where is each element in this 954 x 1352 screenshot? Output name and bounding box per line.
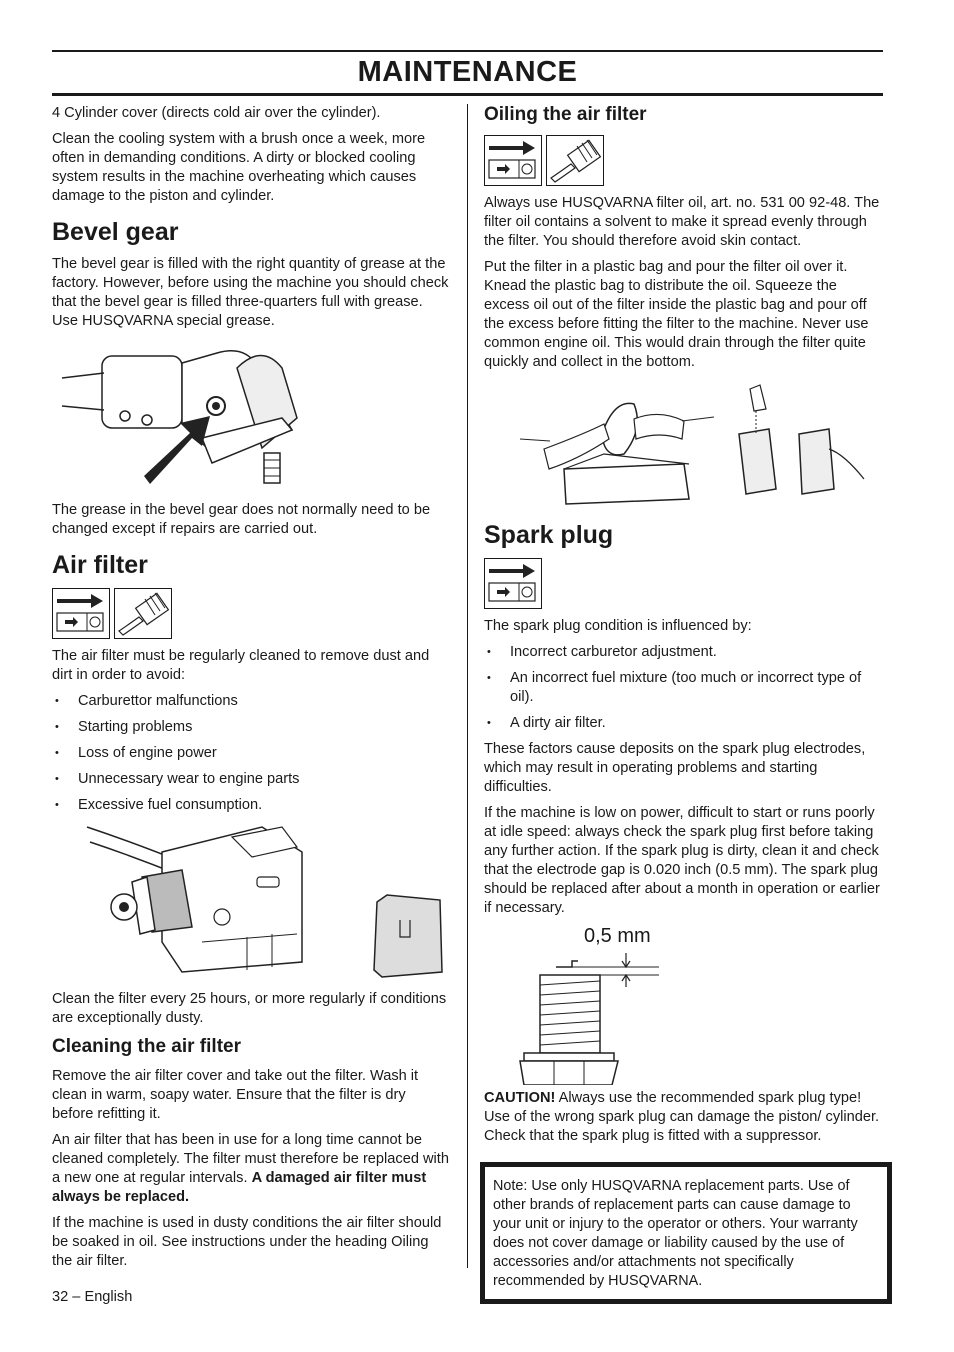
spark-plug-paragraph-3: If the machine is low on power, difficult to start or runs poorly at idle speed: always check the spark plug first before taking any further action. If the spark plug is dirty, clean it and check that the electrode gap is 0.020 inch (0.5 mm). The spark plug should be replaced after about a month in operation or earlier if necessary. <box>484 805 880 916</box>
stop-engine-symbol-icon <box>52 588 110 639</box>
note-text: Note: Use only HUSQVARNA replacement parts. Use of other brands of replacement parts can cause damage to your unit or injury to the operator or others. Your warranty does not cover damage or liability caused by the use of accessories and/or attachments not specifically recommended by HUSQVARNA. <box>493 1178 858 1289</box>
bevel-gear-paragraph-2: The grease in the bevel gear does not normally need to be changed except if repairs are carried out. <box>52 502 431 537</box>
oiling-paragraph-1: Always use HUSQVARNA filter oil, art. no. 531 00 92-48. The filter oil contains a solvent to make it spread evenly through the filter. You should therefore avoid skin contact. <box>484 195 880 249</box>
bevel-gear-heading: Bevel gear <box>52 218 179 246</box>
cleaning-air-filter-heading: Cleaning the air filter <box>52 1036 241 1057</box>
note-box <box>480 1162 892 1304</box>
left-column <box>52 104 450 1278</box>
cleaning-paragraph-2 <box>52 1131 450 1207</box>
air-filter-list <box>52 692 450 815</box>
cleaning-paragraph-1: Remove the air filter cover and take out the filter. Wash it clean in warm, soapy water. Ensure that the filter is dry before refitting it. <box>52 1068 419 1122</box>
air-filter-illustration <box>52 822 450 982</box>
cleaning-paragraph-2-text: An air filter that has been in use for a long time cannot be cleaned completely. The filter must therefore be replaced with a new one at regular intervals. <box>52 1132 449 1186</box>
header-rule-bottom <box>52 93 883 96</box>
caution-label: CAUTION! <box>484 1090 556 1106</box>
gap-label: 0,5 mm <box>584 925 651 947</box>
spark-plug-symbols <box>484 558 884 609</box>
intro-item: 4 Cylinder cover (directs cold air over the cylinder). <box>52 105 381 121</box>
caution-text: Always use the recommended spark plug type! Use of the wrong spark plug can damage the piston/ cylinder. Check that the spark plug is fitted with a suppressor. <box>484 1090 880 1144</box>
header-rule-top <box>52 50 883 52</box>
list-item: • An incorrect fuel mixture (too much or incorrect type of oil). <box>484 669 884 707</box>
spark-plug-list <box>484 643 884 733</box>
page-title: MAINTENANCE <box>357 56 578 88</box>
list-item: • Unnecessary wear to engine parts <box>52 770 450 789</box>
oiling-illustration <box>484 379 884 509</box>
spark-plug-drawing <box>484 925 884 1085</box>
spark-plug-paragraph-2: These factors cause deposits on the spark plug electrodes, which may result in operating problems and starting difficulties. <box>484 741 866 795</box>
spark-plug-paragraph-1: The spark plug condition is influenced by: <box>484 618 752 634</box>
list-item: • Loss of engine power <box>52 744 450 763</box>
list-item: • Incorrect carburetor adjustment. <box>484 643 884 662</box>
bevel-gear-paragraph-1: The bevel gear is filled with the right quantity of grease at the factory. However, before using the machine you should check that the bevel gear is filled three-quarters full with grease. Use HUSQVARNA special grease. <box>52 256 449 329</box>
right-column <box>484 104 884 1304</box>
oiling-paragraph-2: Put the filter in a plastic bag and pour the filter oil over it. Knead the plastic bag to distribute the oil. Squeeze the excess oil out of the filter inside the plastic bag and pour off the excess before fitting the filter to the machine. Never use common engine oil. This would drain through the filter quite quickly and collect in the bottom. <box>484 259 869 370</box>
stop-engine-symbol-icon <box>484 558 542 609</box>
list-item: • Starting problems <box>52 718 450 737</box>
intro-paragraph: Clean the cooling system with a brush once a week, more often in demanding conditions. A dirty or blocked cooling system results in the machine overheating which causes damage to the piston and cylinder. <box>52 131 426 204</box>
air-filter-paragraph-2: Clean the filter every 25 hours, or more regularly if conditions are exceptionally dusty. <box>52 991 447 1026</box>
spark-plug-heading: Spark plug <box>484 521 614 549</box>
brush-symbol-icon <box>546 135 604 186</box>
oiling-symbols <box>484 135 884 186</box>
brush-symbol-icon <box>114 588 172 639</box>
air-filter-heading: Air filter <box>52 551 148 579</box>
air-filter-paragraph-1: The air filter must be regularly cleaned to remove dust and dirt in order to avoid: <box>52 648 430 683</box>
spark-plug-gap-figure <box>484 925 884 1085</box>
list-item: • Excessive fuel consumption. <box>52 796 450 815</box>
list-item: • A dirty air filter. <box>484 714 884 733</box>
oiling-air-filter-heading: Oiling the air filter <box>484 104 647 125</box>
bevel-gear-illustration <box>52 338 450 493</box>
air-filter-symbols <box>52 588 450 639</box>
stop-engine-symbol-icon <box>484 135 542 186</box>
column-divider <box>467 104 468 1268</box>
list-item: • Carburettor malfunctions <box>52 692 450 711</box>
page-footer: 32 – English <box>52 1289 133 1305</box>
cleaning-paragraph-2-bold: A damaged air filter must always be replaced. <box>52 1170 427 1205</box>
caution-paragraph <box>484 1089 884 1146</box>
cleaning-paragraph-3: If the machine is used in dusty conditions the air filter should be soaked in oil. See instructions under the heading Oiling the air filter. <box>52 1215 442 1269</box>
